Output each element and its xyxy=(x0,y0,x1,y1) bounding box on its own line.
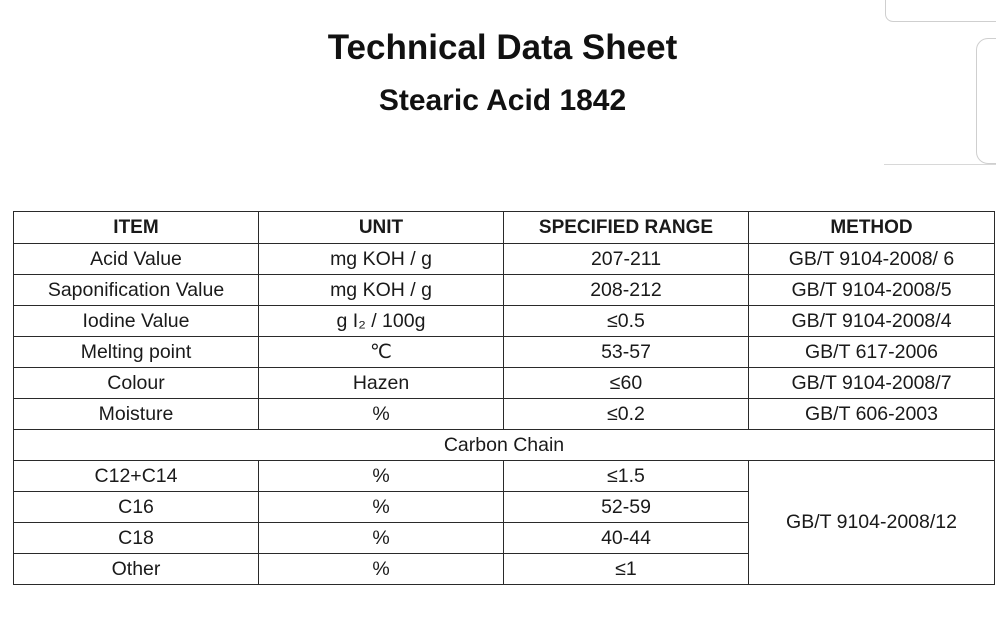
cell-range: ≤0.2 xyxy=(504,399,749,430)
table-row xyxy=(14,306,995,337)
cell-range: 207-211 xyxy=(504,244,749,275)
section-label-carbon-chain: Carbon Chain xyxy=(14,430,995,461)
cell-range: ≤60 xyxy=(504,368,749,399)
cell-unit: ℃ xyxy=(259,337,504,368)
specification-table xyxy=(13,211,995,585)
header-unit: UNIT xyxy=(259,212,504,244)
cell-method: GB/T 606-2003 xyxy=(749,399,995,430)
section-row xyxy=(14,430,995,461)
cell-unit: % xyxy=(259,461,504,492)
cell-item: C12+C14 xyxy=(14,461,259,492)
cell-unit: mg KOH / g xyxy=(259,244,504,275)
cell-unit: g I₂ / 100g xyxy=(259,306,504,337)
document-title: Technical Data Sheet xyxy=(327,28,678,67)
cell-item: Iodine Value xyxy=(14,306,259,337)
header-method: METHOD xyxy=(749,212,995,244)
header-specified-range: SPECIFIED RANGE xyxy=(504,212,749,244)
cell-range: 52-59 xyxy=(504,492,749,523)
cell-unit: % xyxy=(259,399,504,430)
cell-method: GB/T 9104-2008/4 xyxy=(749,306,995,337)
cell-range: ≤1 xyxy=(504,554,749,585)
cell-item: Melting point xyxy=(14,337,259,368)
cell-item: Other xyxy=(14,554,259,585)
cell-unit: Hazen xyxy=(259,368,504,399)
cell-unit: % xyxy=(259,554,504,585)
cell-method: GB/T 9104-2008/5 xyxy=(749,275,995,306)
decorative-frame-top xyxy=(885,0,996,22)
cell-item: Colour xyxy=(14,368,259,399)
table-row xyxy=(14,337,995,368)
cell-range: ≤1.5 xyxy=(504,461,749,492)
table-row xyxy=(14,275,995,306)
cell-range: ≤0.5 xyxy=(504,306,749,337)
document-subtitle: Stearic Acid 1842 xyxy=(378,84,627,117)
cell-item: Acid Value xyxy=(14,244,259,275)
table-row xyxy=(14,244,995,275)
cell-unit: % xyxy=(259,492,504,523)
cell-item: Saponification Value xyxy=(14,275,259,306)
table-row xyxy=(14,399,995,430)
cell-range: 208-212 xyxy=(504,275,749,306)
cell-method: GB/T 617-2006 xyxy=(749,337,995,368)
cell-unit: % xyxy=(259,523,504,554)
cell-range: 53-57 xyxy=(504,337,749,368)
cell-item: C16 xyxy=(14,492,259,523)
cell-method: GB/T 9104-2008/7 xyxy=(749,368,995,399)
cell-unit: mg KOH / g xyxy=(259,275,504,306)
decorative-rule xyxy=(884,164,996,165)
cell-item: C18 xyxy=(14,523,259,554)
header-item: ITEM xyxy=(14,212,259,244)
cell-item: Moisture xyxy=(14,399,259,430)
table-row xyxy=(14,368,995,399)
table-header-row xyxy=(14,212,995,244)
cell-method-carbon-chain: GB/T 9104-2008/12 xyxy=(749,461,995,585)
cell-method: GB/T 9104-2008/ 6 xyxy=(749,244,995,275)
table-row xyxy=(14,461,995,492)
cell-range: 40-44 xyxy=(504,523,749,554)
